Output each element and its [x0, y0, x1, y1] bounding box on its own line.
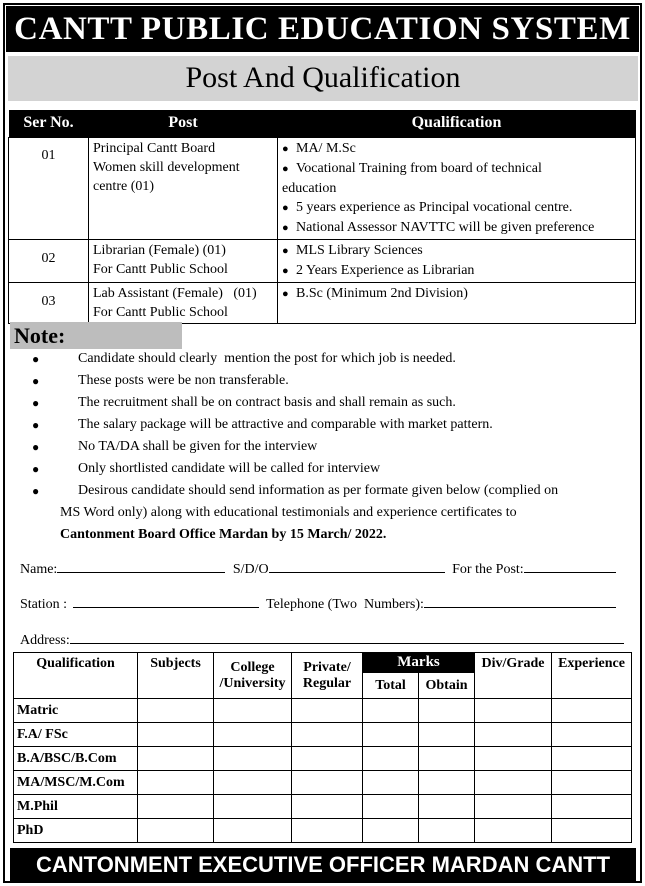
list-item: ● The recruitment shall be on contract basis and shall remain as such.	[32, 395, 456, 410]
list-item: ● Vocational Training from board of technical	[282, 160, 542, 176]
table-row	[14, 747, 632, 771]
table-row	[14, 819, 632, 843]
post-cell: Librarian (Female) (01) For Cantt Public School	[89, 239, 278, 282]
name-field[interactable]	[57, 559, 225, 573]
qualification-cell: ● MA/ M.Sc ● Vocational Training from board of technical education ● 5 years experience as Principal vocational centre. ● National Assessor NAVTTC will be given preference	[278, 137, 636, 239]
qualification-cell	[278, 282, 636, 323]
table-row	[9, 137, 636, 239]
ser-no: 02	[9, 239, 89, 282]
list-item: ● Desirous candidate should send information as per formate given below (complied on	[32, 483, 559, 498]
qualification-form-table	[13, 652, 632, 843]
col-experience: Experience	[552, 653, 632, 699]
sdo-label: S/D/O	[232, 562, 269, 577]
address-field[interactable]	[70, 630, 624, 644]
table-row	[14, 795, 632, 819]
list-item: ● Only shortlisted candidate will be called for interview	[32, 461, 381, 476]
note-list	[18, 348, 618, 546]
list-item: ● Candidate should clearly mention the post for which job is needed.	[32, 351, 456, 366]
footer-title: CANTONMENT EXECUTIVE OFFICER MARDAN CANTT	[10, 848, 636, 882]
note-heading: Note:	[10, 322, 182, 349]
page-subtitle: Post And Qualification	[8, 56, 638, 101]
col-obtain: Obtain	[419, 673, 475, 699]
row-label: PhD	[14, 819, 138, 843]
post-cell: Lab Assistant (Female) (01) For Cantt Public School	[89, 282, 278, 323]
list-item: ● National Assessor NAVTTC will be given preference	[282, 219, 595, 235]
col-subjects: Subjects	[138, 653, 214, 699]
page-title: CANTT PUBLIC EDUCATION SYSTEM	[6, 6, 639, 52]
address-label: Address:	[20, 633, 70, 648]
list-item: ● 2 Years Experience as Librarian	[282, 262, 475, 278]
table-row	[14, 699, 632, 723]
col-qualification: Qualification	[278, 110, 636, 137]
telephone-label: Telephone (Two Numbers):	[266, 597, 424, 612]
row-label: B.A/BSC/B.Com	[14, 747, 138, 771]
list-item: ● The salary package will be attractive and comparable with market pattern.	[32, 417, 493, 432]
col-college: College /University	[214, 653, 292, 699]
table-row	[9, 239, 636, 282]
col-private: Private/ Regular	[292, 653, 363, 699]
station-label: Station :	[20, 597, 68, 612]
col-div-grade: Div/Grade	[475, 653, 552, 699]
list-item: ● No TA/DA shall be given for the interview	[32, 439, 318, 454]
name-row	[20, 559, 616, 578]
telephone-field[interactable]	[424, 594, 616, 608]
post-field[interactable]	[524, 559, 616, 573]
row-label: MA/MSC/M.Com	[14, 771, 138, 795]
list-item: ● These posts were be non transferable.	[32, 373, 289, 388]
ser-no: 01	[9, 137, 89, 239]
name-label: Name:	[20, 562, 58, 577]
row-label: M.Phil	[14, 795, 138, 819]
table-row	[14, 771, 632, 795]
sdo-field[interactable]	[269, 559, 445, 573]
list-item: ● MA/ M.Sc	[282, 140, 356, 156]
col-marks: Marks	[363, 653, 475, 673]
station-field[interactable]	[73, 594, 259, 608]
post-cell: Principal Cantt Board Women skill development centre (01)	[89, 137, 278, 239]
col-total: Total	[363, 673, 419, 699]
list-item: ● B.Sc (Minimum 2nd Division)	[282, 285, 468, 301]
list-item: ● MLS Library Sciences	[282, 242, 423, 258]
col-ser-no: Ser No.	[9, 110, 89, 137]
note-continuation: MS Word only) along with educational testimonials and experience certificates to	[60, 505, 517, 520]
col-post: Post	[89, 110, 278, 137]
row-label: F.A/ FSc	[14, 723, 138, 747]
address-row	[20, 630, 624, 649]
ser-no: 03	[9, 282, 89, 323]
col-qualification: Qualification	[14, 653, 138, 699]
post-label: For the Post:	[452, 562, 524, 577]
table-row	[9, 282, 636, 323]
posts-table	[8, 110, 636, 324]
table-row	[14, 723, 632, 747]
qualification-cell	[278, 239, 636, 282]
station-row	[20, 594, 616, 613]
list-item: ● 5 years experience as Principal vocational centre.	[282, 199, 573, 215]
row-label: Matric	[14, 699, 138, 723]
note-continuation: Cantonment Board Office Mardan by 15 March/ 2022.	[60, 527, 387, 542]
